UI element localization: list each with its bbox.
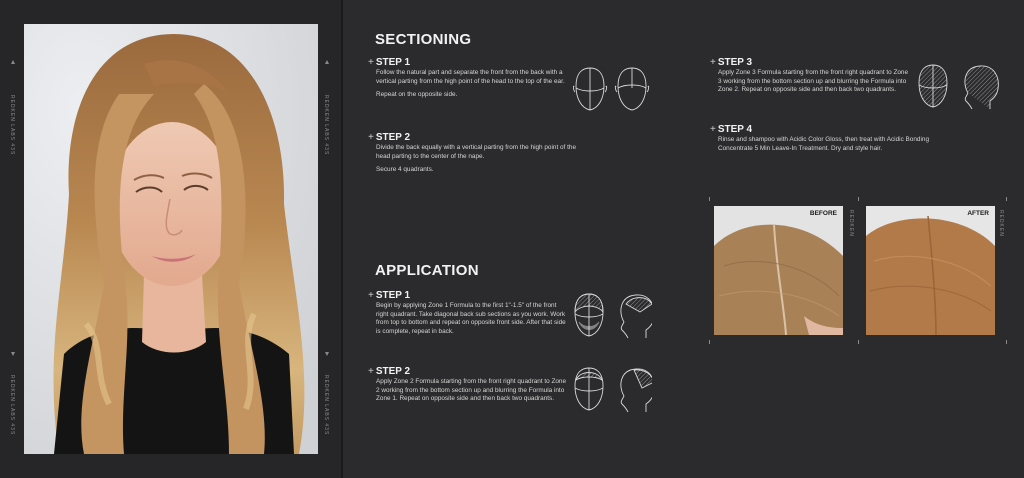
step-label: STEP 2 (375, 132, 411, 143)
application-heading: APPLICATION (375, 262, 479, 279)
crop-mark (1006, 340, 1007, 344)
zone-3-diagram (916, 63, 1002, 111)
after-label: AFTER (967, 210, 989, 217)
plus-icon: + (368, 366, 374, 377)
head-side-profile-icon (965, 66, 998, 109)
head-top-view-icon (575, 368, 603, 410)
application-step-2 (368, 366, 568, 409)
crop-mark (709, 197, 710, 201)
step-paragraph: Divide the back equally with a vertical parting from the high point of the head parting to the center of the nape. (376, 144, 576, 160)
before-hair-image (714, 206, 843, 335)
sectioning-step-2 (368, 132, 578, 180)
side-label: REDKEN LABS 43S (323, 375, 329, 436)
model-portrait-photo (24, 24, 318, 454)
head-top-view-icon (575, 294, 603, 336)
portrait-illustration (24, 24, 318, 454)
crop-mark (709, 340, 710, 344)
zone-1-diagram (572, 292, 652, 340)
left-panel (0, 0, 342, 478)
step-label: STEP 4 (717, 124, 753, 135)
crop-mark (1006, 197, 1007, 201)
plus-icon: + (710, 57, 716, 68)
triangle-marker-icon (11, 60, 15, 64)
side-label: REDKEN (848, 210, 854, 237)
step-label: STEP 2 (375, 366, 411, 377)
sectioning-step-4 (710, 124, 950, 158)
plus-icon: + (710, 124, 716, 135)
sectioning-step-3 (710, 57, 910, 100)
head-top-view-icon (919, 65, 947, 107)
step-text (376, 144, 578, 175)
step-text (376, 302, 568, 336)
step-paragraph: Begin by applying Zone 1 Formula to the first 1"-1.5" of the front right quadrant. Take diagonal back sub sections as you work. Work from top to bottom and repeat on opposite front side. After that side is complete, repeat in back. (376, 302, 566, 335)
step-label: STEP 1 (375, 290, 411, 301)
side-label: REDKEN LABS 43S (9, 95, 15, 156)
step-paragraph: Secure 4 quadrants. (376, 166, 434, 174)
after-photo (866, 206, 995, 335)
crop-mark (858, 197, 859, 201)
after-hair-image (866, 206, 995, 335)
step-paragraph: Apply Zone 3 Formula starting from the front right quadrant to Zone 3 working from the bottom section up and blurring the Formula into Zone 2. Repeat on opposite side and then back two quadrants. (718, 69, 909, 94)
plus-icon: + (368, 132, 374, 143)
triangle-marker-icon (325, 60, 329, 64)
step-text (376, 378, 568, 404)
before-label: BEFORE (809, 210, 837, 217)
step-paragraph: Repeat on the opposite side. (376, 91, 458, 99)
step-paragraph: Rinse and shampoo with Acidic Color Gloss, then treat with Acidic Bonding Concentrate 5 Min Leave-In Treatment. Dry and style hair. (718, 136, 929, 152)
plus-icon: + (368, 57, 374, 68)
triangle-marker-icon (325, 352, 329, 356)
crop-mark (858, 340, 859, 344)
step-text (718, 136, 950, 153)
side-label: REDKEN (998, 210, 1004, 237)
application-step-1 (368, 290, 568, 341)
sectioning-diagram (573, 66, 653, 112)
step-label: STEP 3 (717, 57, 753, 68)
sectioning-step-1 (368, 57, 568, 105)
step-label: STEP 1 (375, 57, 411, 68)
side-label: REDKEN LABS 43S (9, 375, 15, 436)
head-front-view-icon (615, 68, 648, 110)
head-side-profile-icon (621, 295, 652, 338)
sectioning-heading: SECTIONING (375, 31, 472, 48)
page-fold (341, 0, 343, 478)
head-top-view-icon (573, 68, 606, 110)
before-photo (714, 206, 843, 335)
head-side-profile-icon (621, 369, 652, 412)
side-label: REDKEN LABS 43S (323, 95, 329, 156)
step-text (376, 69, 568, 100)
step-text (718, 69, 910, 95)
step-paragraph: Follow the natural part and separate the front from the back with a vertical parting from the high point of the head to the top of the ear. (376, 69, 565, 85)
step-paragraph: Apply Zone 2 Formula starting from the front right quadrant to Zone 2 working from the bottom section up and blurring the Formula into Zone 1. Repeat on opposite side and then back two quadrants. (376, 378, 567, 403)
triangle-marker-icon (11, 352, 15, 356)
zone-2-diagram (572, 366, 652, 414)
plus-icon: + (368, 290, 374, 301)
